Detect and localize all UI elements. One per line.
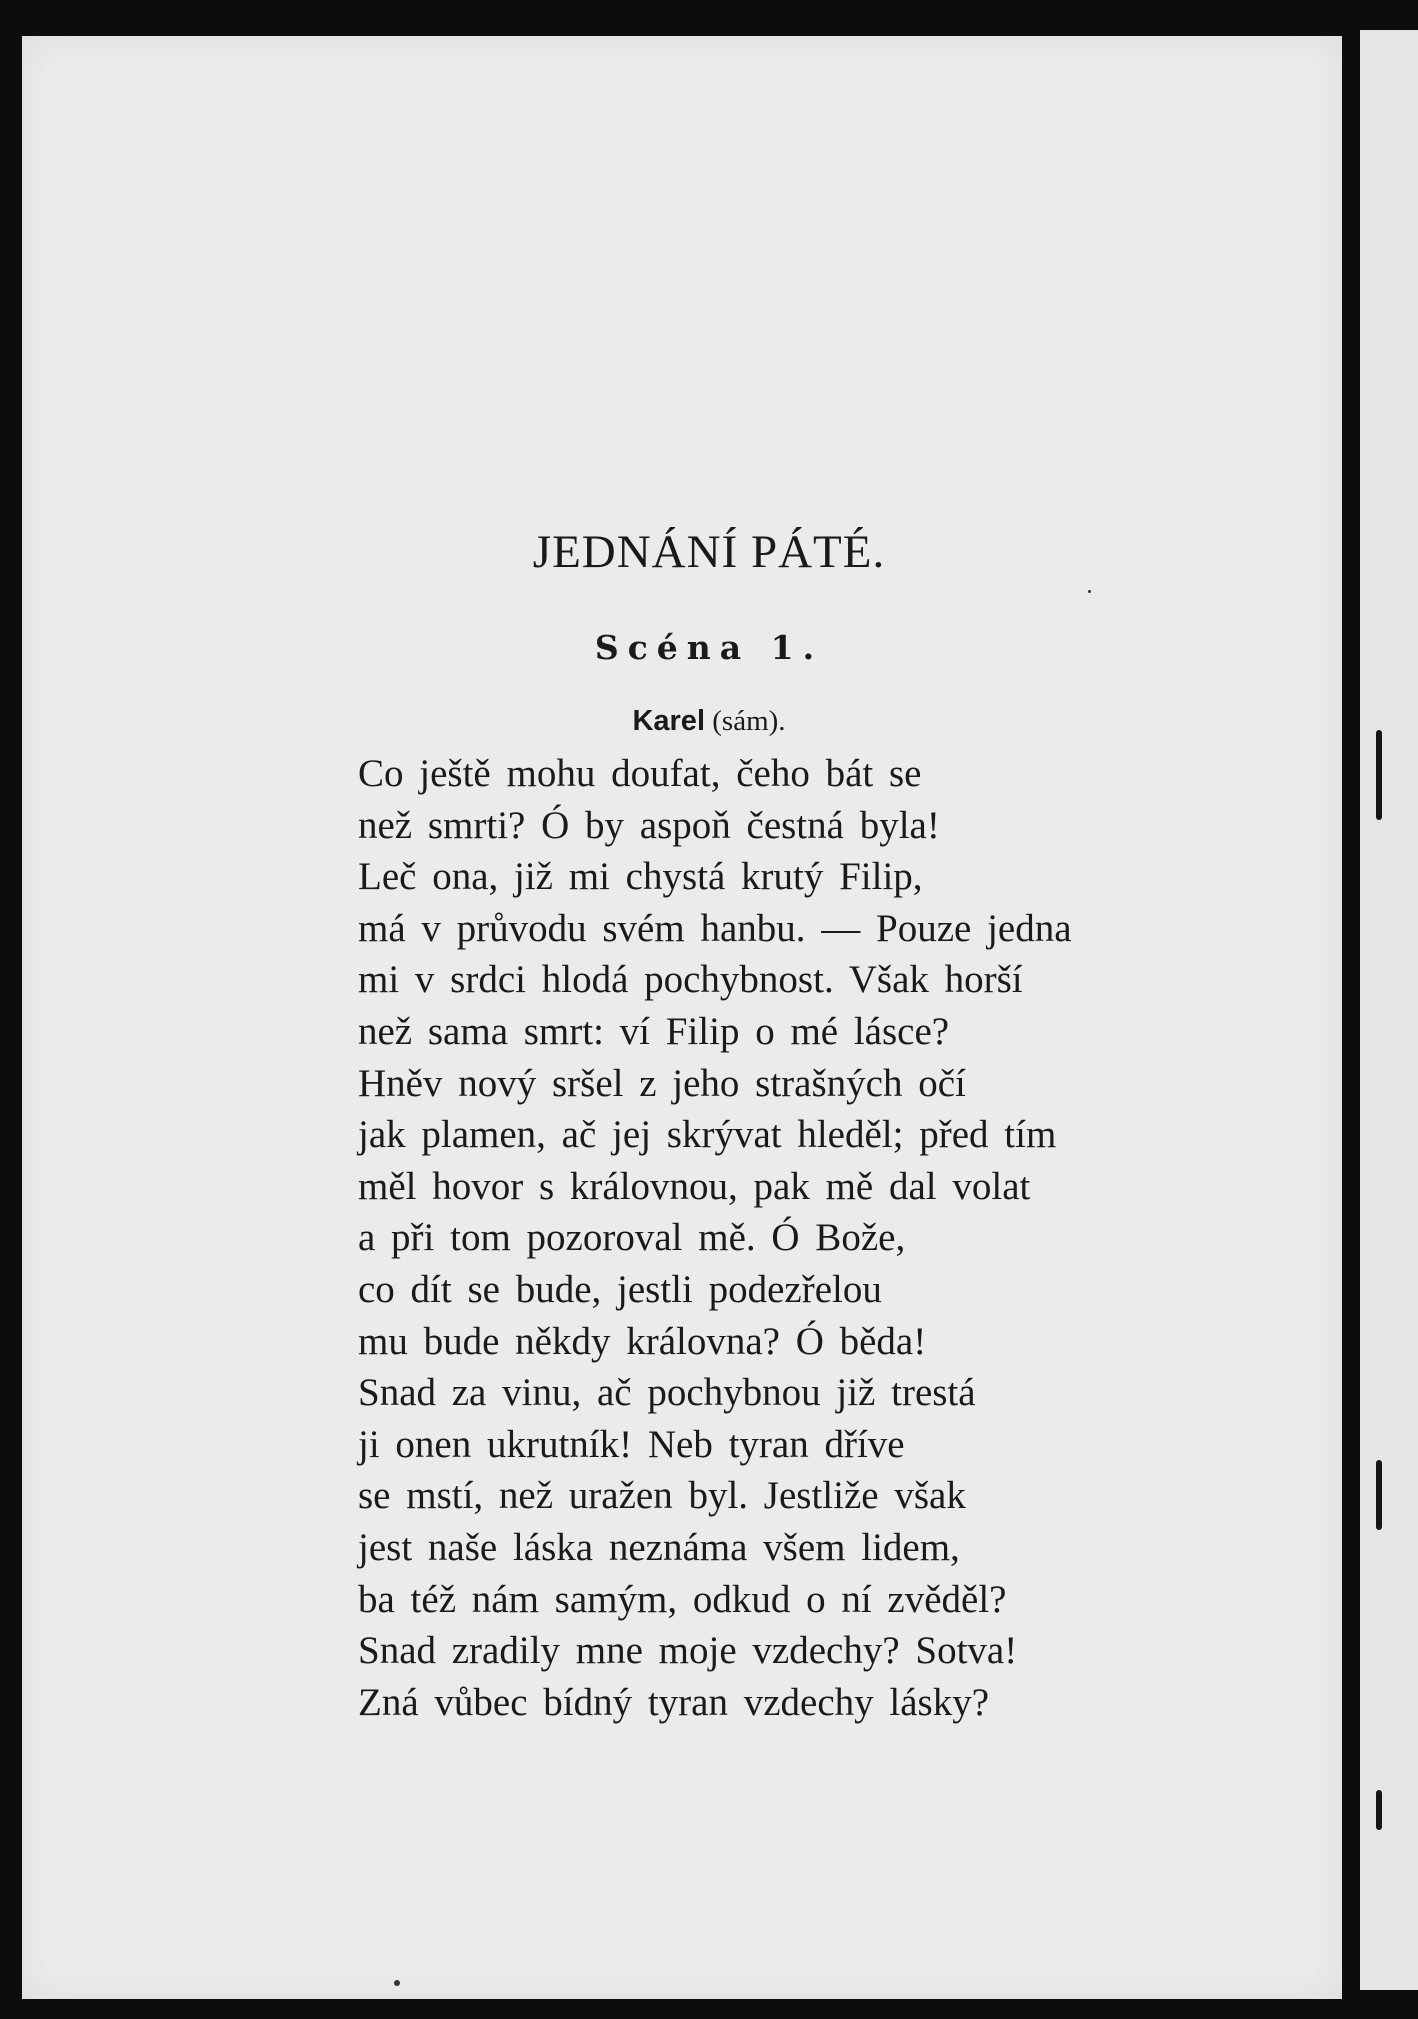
act-title: JEDNÁNÍ PÁTÉ.	[532, 526, 886, 578]
verse-line: mi v srdci hlodá pochybnost. Však horší	[358, 958, 1023, 1002]
verse-line: než smrti? Ó by aspoň čestná byla!	[358, 803, 940, 847]
speaker-heading	[0, 705, 1418, 738]
speaker-name: Karel	[632, 705, 705, 737]
verse-line: ji onen ukrutník! Neb tyran dříve	[358, 1422, 905, 1466]
verse-line: než sama smrt: ví Filip o mé lásce?	[358, 1009, 950, 1053]
verse-line: Snad za vinu, ač pochybnou již trestá	[358, 1371, 976, 1415]
verse-line: Co ještě mohu doufat, čeho bát se	[358, 752, 922, 795]
verse-block	[358, 748, 1198, 1728]
scan-edge-mark	[1376, 730, 1382, 820]
verse-line: jak plamen, ač jej skrývat hleděl; před tím	[358, 1113, 1057, 1157]
verse-line: má v průvodu svém hanbu. — Pouze jedna	[358, 906, 1072, 950]
scan-speck	[1088, 590, 1091, 593]
verse-line: co dít se bude, jestli podezřelou	[358, 1267, 882, 1311]
verse-line: a při tom pozoroval mě. Ó Bože,	[358, 1216, 906, 1260]
stage-direction: (sám).	[712, 705, 786, 737]
verse-line: měl hovor s královnou, pak mě dal volat	[358, 1164, 1031, 1208]
scan-speck	[394, 1980, 400, 1986]
verse-line: se mstí, než uražen byl. Jestliže však	[358, 1474, 966, 1518]
verse-line: mu bude někdy královna? Ó běda!	[358, 1319, 927, 1363]
verse-line: Zná vůbec bídný tyran vzdechy lásky?	[358, 1680, 990, 1724]
verse-line: ba též nám samým, odkud o ní zvěděl?	[358, 1577, 1007, 1621]
verse-line: jest naše láska neznáma všem lidem,	[358, 1525, 960, 1569]
verse-line: Leč ona, již mi chystá krutý Filip,	[358, 855, 923, 899]
scan-edge-mark	[1376, 1460, 1382, 1530]
scene-title: Scéna 1.	[594, 628, 824, 667]
verse-line: Hněv nový sršel z jeho strašných očí	[358, 1061, 966, 1105]
verse-line: Snad zradily mne moje vzdechy? Sotva!	[358, 1629, 1018, 1673]
adjacent-page-edge	[1360, 30, 1418, 1990]
scan-edge-mark	[1376, 1790, 1382, 1830]
